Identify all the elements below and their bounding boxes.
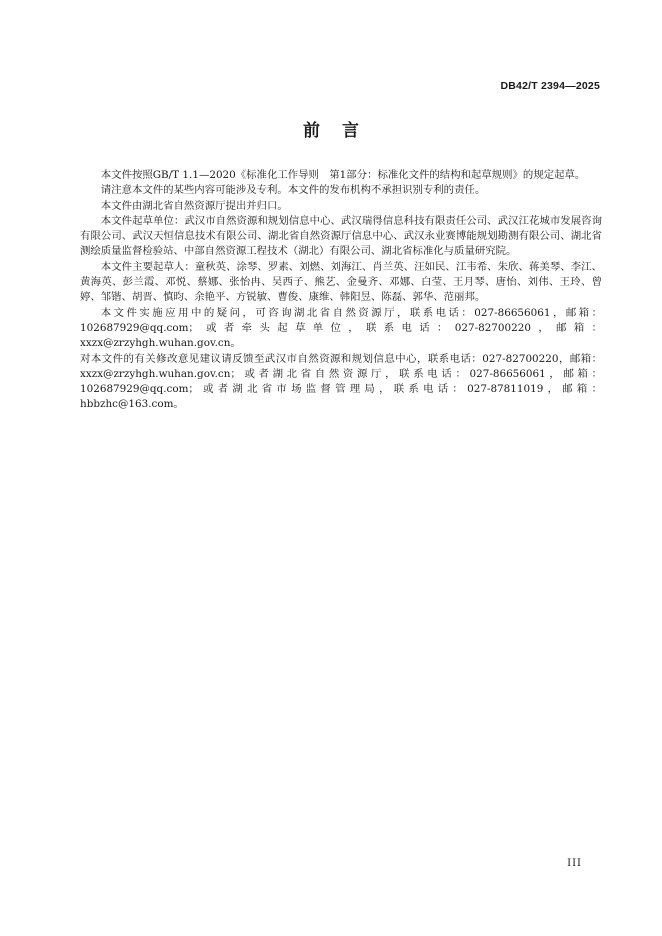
foreword-body bbox=[80, 168, 602, 413]
paragraph-patent-notice: 请注意本文件的某些内容可能涉及专利。本文件的发布机构不承担识别专利的责任。 bbox=[100, 184, 486, 197]
paragraph-drafting-rules: 本文件按照GB/T 1.1—2020《标准化工作导则 第1部分：标准化文件的结构和起草规则》的规定起草。 bbox=[100, 169, 586, 181]
document-code: DB42/T 2394—2025 bbox=[500, 80, 600, 92]
page-number: III bbox=[567, 858, 582, 869]
paragraph-inquiry-contact: 本文件实施应用中的疑问，可咨询湖北省自然资源厅，联系电话：027-86656061，邮箱：102687929@qq.com；或者牵头起草单位，联系电话：027-82700220，邮箱：xxzx@zrzyhgh.wuhan.gov.cn。 bbox=[80, 306, 602, 350]
paragraph-feedback-contact: 对本文件的有关修改意见建议请反馈至武汉市自然资源和规划信息中心，联系电话：027-82700220，邮箱：xxzx@zrzyhgh.wuhan.gov.cn；或者湖北省自然资源厅，联系电话：027-86656061，邮箱：102687929@qq.com；或者湖北省市场监督管理局，联系电话：027-87811019，邮箱：hbbzhc@163.com。 bbox=[80, 352, 602, 411]
paragraph-drafting-units: 本文件起草单位：武汉市自然资源和规划信息中心、武汉瑞得信息科技有限责任公司、武汉江花城市发展咨询有限公司、武汉天恒信息技术有限公司、湖北省自然资源厅信息中心、武汉永业赛博能规划勘测有限公司、湖北省测绘质量监督检验站、中部自然资源工程技术（湖北）有限公司、湖北省标准化与质量研究院。 bbox=[80, 214, 602, 258]
paragraph-drafters: 本文件主要起草人：童秋英、涂琴、罗素、刘燃、刘海江、肖兰英、汪如民、江韦希、朱欣、蒋美琴、李江、黄海英、彭兰霞、邓悦、蔡娜、张怡冉、吴西子、熊艺、金曼齐、邓娜、白莹、王月琴、唐怡、刘伟、王玲、曾婷、邹锴、胡晋、慎昀、余艳平、方锐敏、曹俊、康维、韩阳昱、陈磊、郭华、范丽邦。 bbox=[80, 260, 602, 304]
page-title: 前言 bbox=[303, 121, 381, 141]
paragraph-proposer: 本文件由湖北省自然资源厅提出并归口。 bbox=[100, 199, 288, 212]
